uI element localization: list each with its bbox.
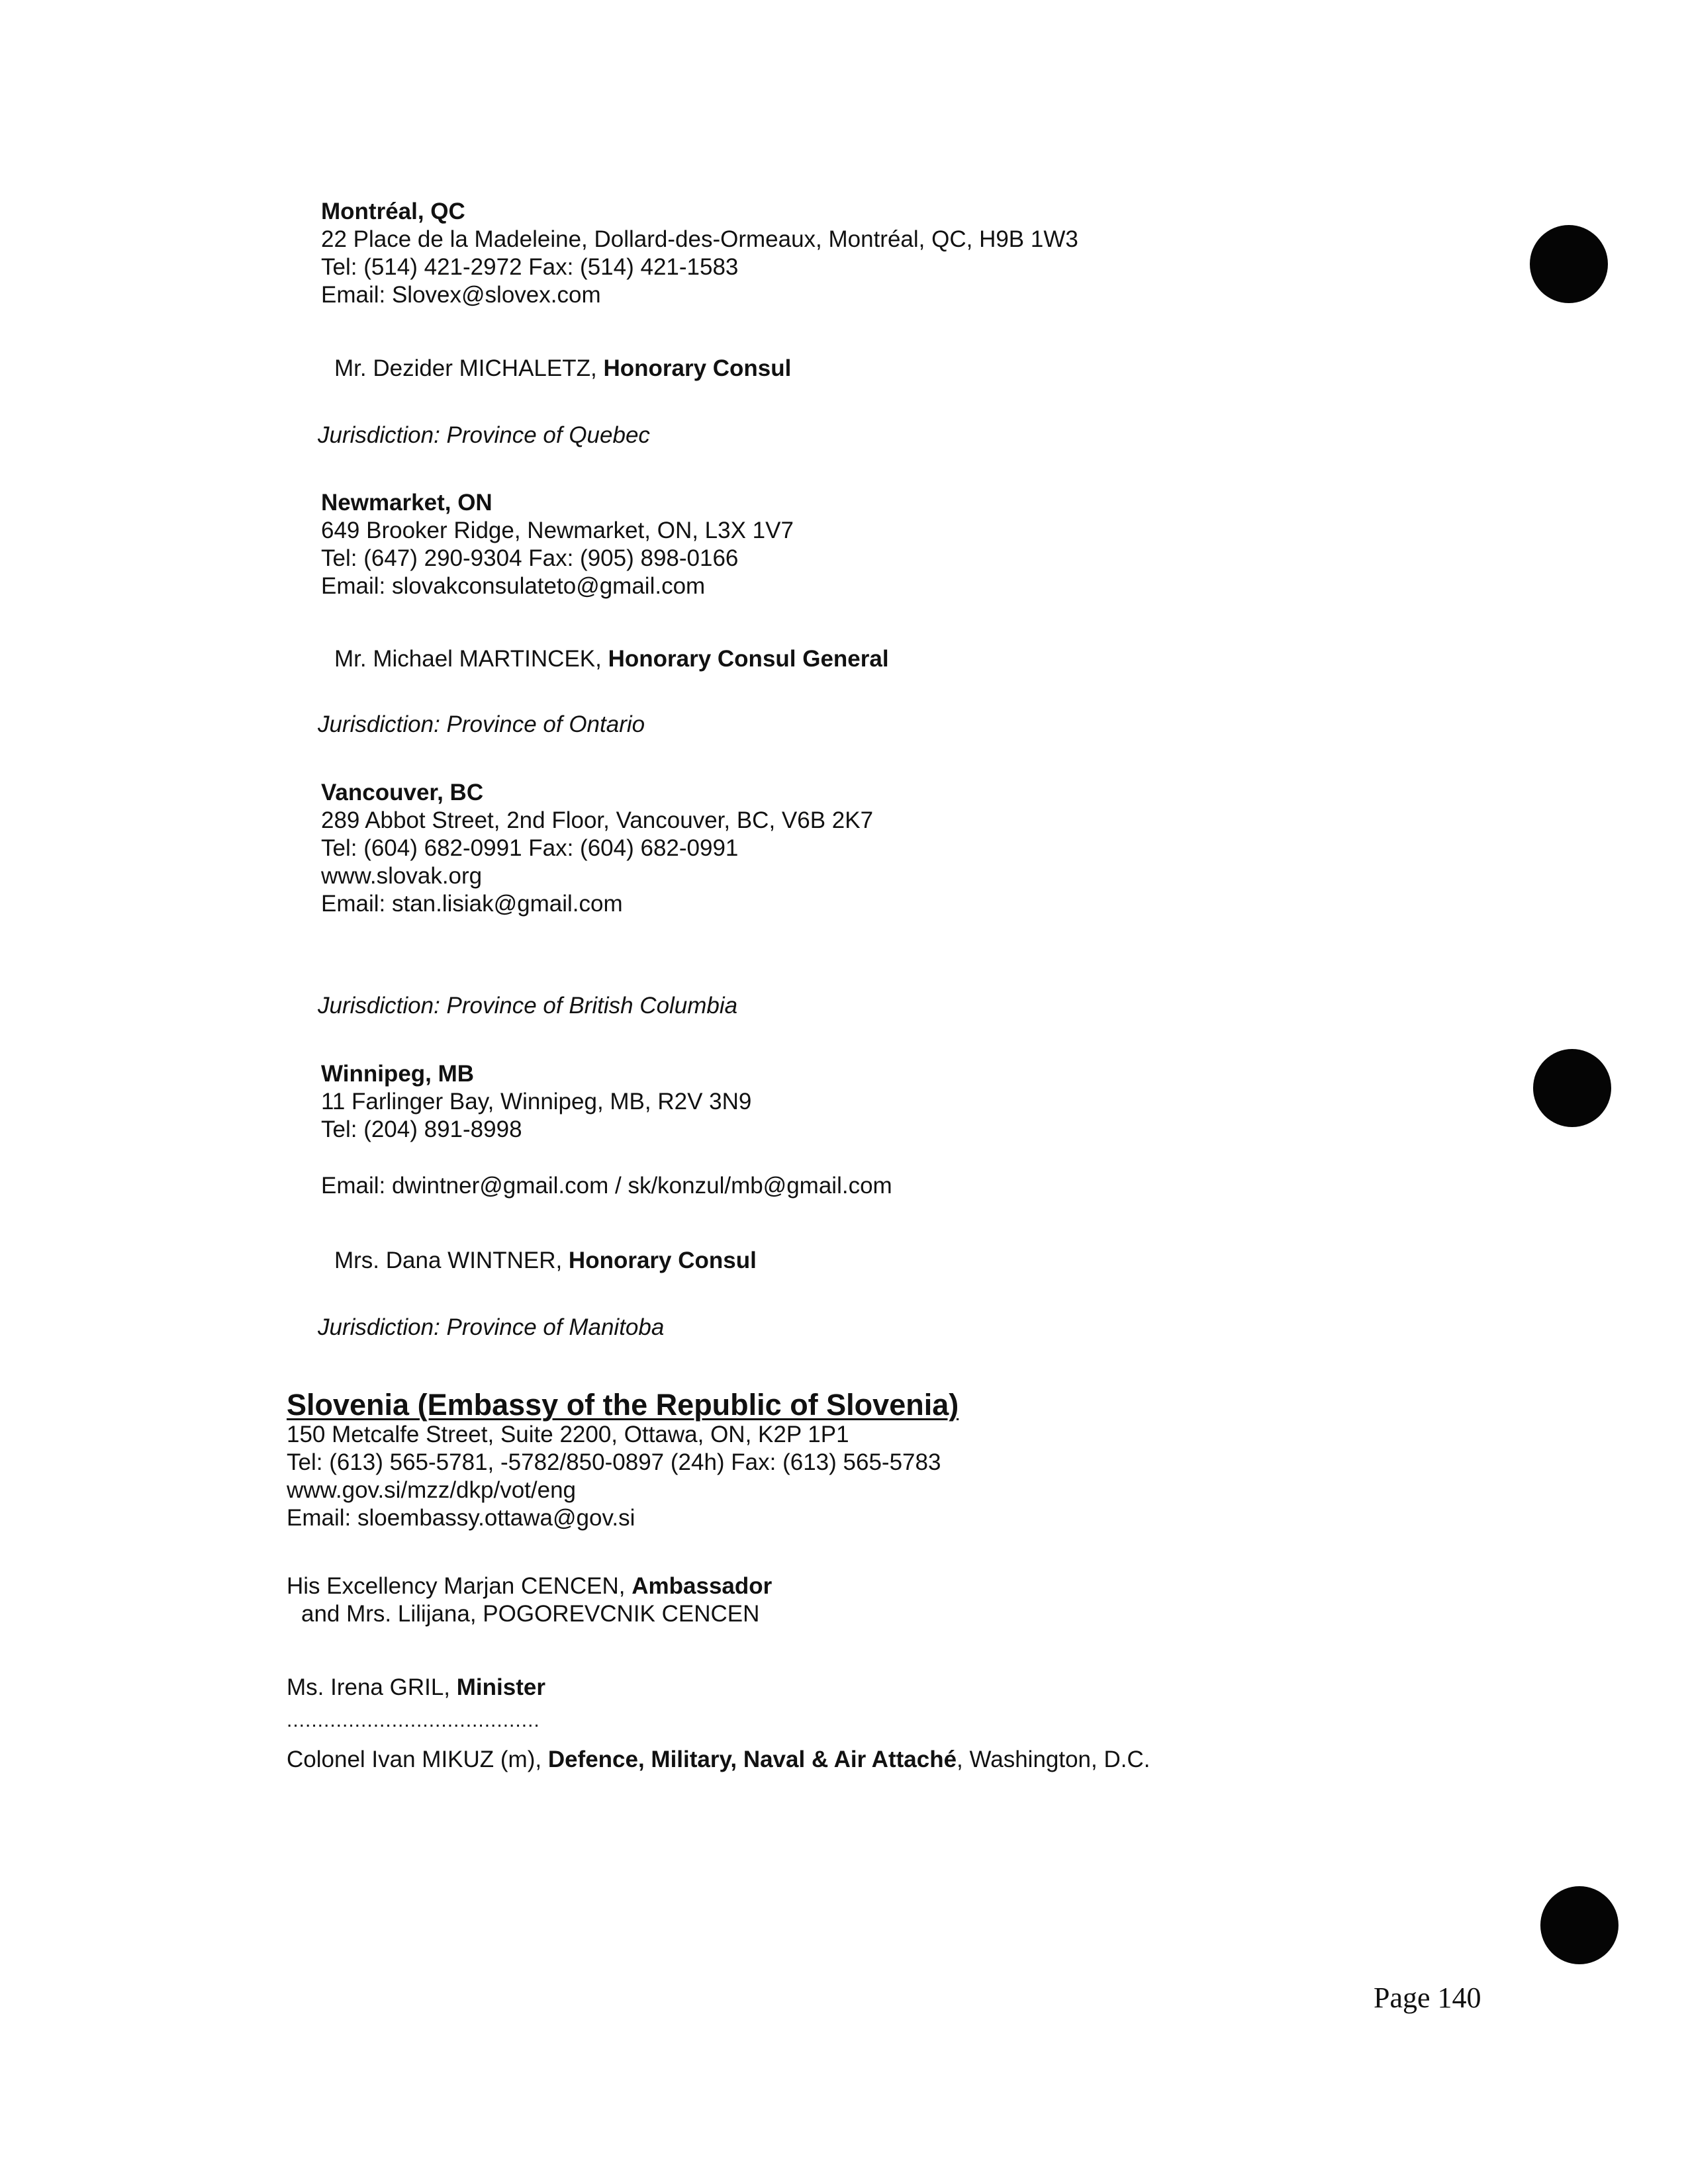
attache-title: Defence, Military, Naval & Air Attaché xyxy=(547,1747,957,1772)
address: 649 Brooker Ridge, Newmarket, ON, L3X 1V7 xyxy=(321,518,794,543)
city-heading: Vancouver, BC xyxy=(321,780,484,805)
punch-hole-bottom xyxy=(1540,1886,1618,1964)
jurisdiction: Jurisdiction: Province of Ontario xyxy=(318,711,645,737)
minister-name: Ms. Irena GRIL, xyxy=(287,1674,457,1700)
jurisdiction: Jurisdiction: Province of Quebec xyxy=(318,422,650,448)
official-name: Mr. Dezider MICHALETZ, xyxy=(334,355,604,381)
website: www.slovak.org xyxy=(321,863,483,889)
city-heading: Winnipeg, MB xyxy=(321,1061,475,1087)
email: Email: slovakconsulateto@gmail.com xyxy=(321,573,706,599)
city-heading: Newmarket, ON xyxy=(321,490,492,516)
address: 11 Farlinger Bay, Winnipeg, MB, R2V 3N9 xyxy=(321,1089,752,1115)
phone-fax: Tel: (604) 682-0991 Fax: (604) 682-0991 xyxy=(321,835,739,861)
phone-fax: Tel: (613) 565-5781, -5782/850-0897 (24h) Fax: (613) 565-5783 xyxy=(287,1449,941,1475)
phone-fax: Tel: (204) 891-8998 xyxy=(321,1116,522,1142)
official xyxy=(334,646,889,672)
punch-hole-middle xyxy=(1533,1049,1611,1127)
attache-location: , Washington, D.C. xyxy=(957,1747,1150,1772)
email: Email: dwintner@gmail.com / sk/konzul/mb@gmail.com xyxy=(321,1173,892,1199)
jurisdiction: Jurisdiction: Province of Manitoba xyxy=(318,1314,665,1340)
official-title: Honorary Consul xyxy=(603,355,792,381)
official-title: Honorary Consul General xyxy=(608,646,889,672)
defence-attache xyxy=(287,1747,1150,1773)
official xyxy=(334,355,791,382)
official-name: Mrs. Dana WINTNER, xyxy=(334,1248,569,1273)
ambassador-title: Ambassador xyxy=(632,1573,773,1599)
address: 150 Metcalfe Street, Suite 2200, Ottawa, ON, K2P 1P1 xyxy=(287,1422,849,1447)
official xyxy=(334,1248,757,1274)
punch-hole-top xyxy=(1530,225,1608,303)
embassy-heading: Slovenia (Embassy of the Republic of Slovenia) xyxy=(287,1388,959,1422)
ambassador xyxy=(287,1573,772,1600)
official-title: Honorary Consul xyxy=(568,1248,757,1273)
official-name: Mr. Michael MARTINCEK, xyxy=(334,646,608,672)
email: Email: sloembassy.ottawa@gov.si xyxy=(287,1505,635,1531)
address: 22 Place de la Madeleine, Dollard-des-Ormeaux, Montréal, QC, H9B 1W3 xyxy=(321,226,1078,252)
ambassador-spouse: and Mrs. Lilijana, POGOREVCNIK CENCEN xyxy=(301,1601,760,1627)
ambassador-name: His Excellency Marjan CENCEN, xyxy=(287,1573,632,1599)
website: www.gov.si/mzz/dkp/vot/eng xyxy=(287,1477,577,1503)
dotted-separator: ......................................... xyxy=(287,1709,540,1731)
page-number: Page 140 xyxy=(1374,1981,1481,2014)
phone-fax: Tel: (647) 290-9304 Fax: (905) 898-0166 xyxy=(321,545,739,571)
address: 289 Abbot Street, 2nd Floor, Vancouver, BC, V6B 2K7 xyxy=(321,807,874,833)
minister xyxy=(287,1674,545,1701)
minister-title: Minister xyxy=(456,1674,545,1700)
email: Email: Slovex@slovex.com xyxy=(321,282,601,308)
attache-name: Colonel Ivan MIKUZ (m), xyxy=(287,1747,548,1772)
jurisdiction: Jurisdiction: Province of British Columbia xyxy=(318,993,738,1019)
city-heading: Montréal, QC xyxy=(321,199,465,224)
phone-fax: Tel: (514) 421-2972 Fax: (514) 421-1583 xyxy=(321,254,739,280)
email: Email: stan.lisiak@gmail.com xyxy=(321,891,623,917)
